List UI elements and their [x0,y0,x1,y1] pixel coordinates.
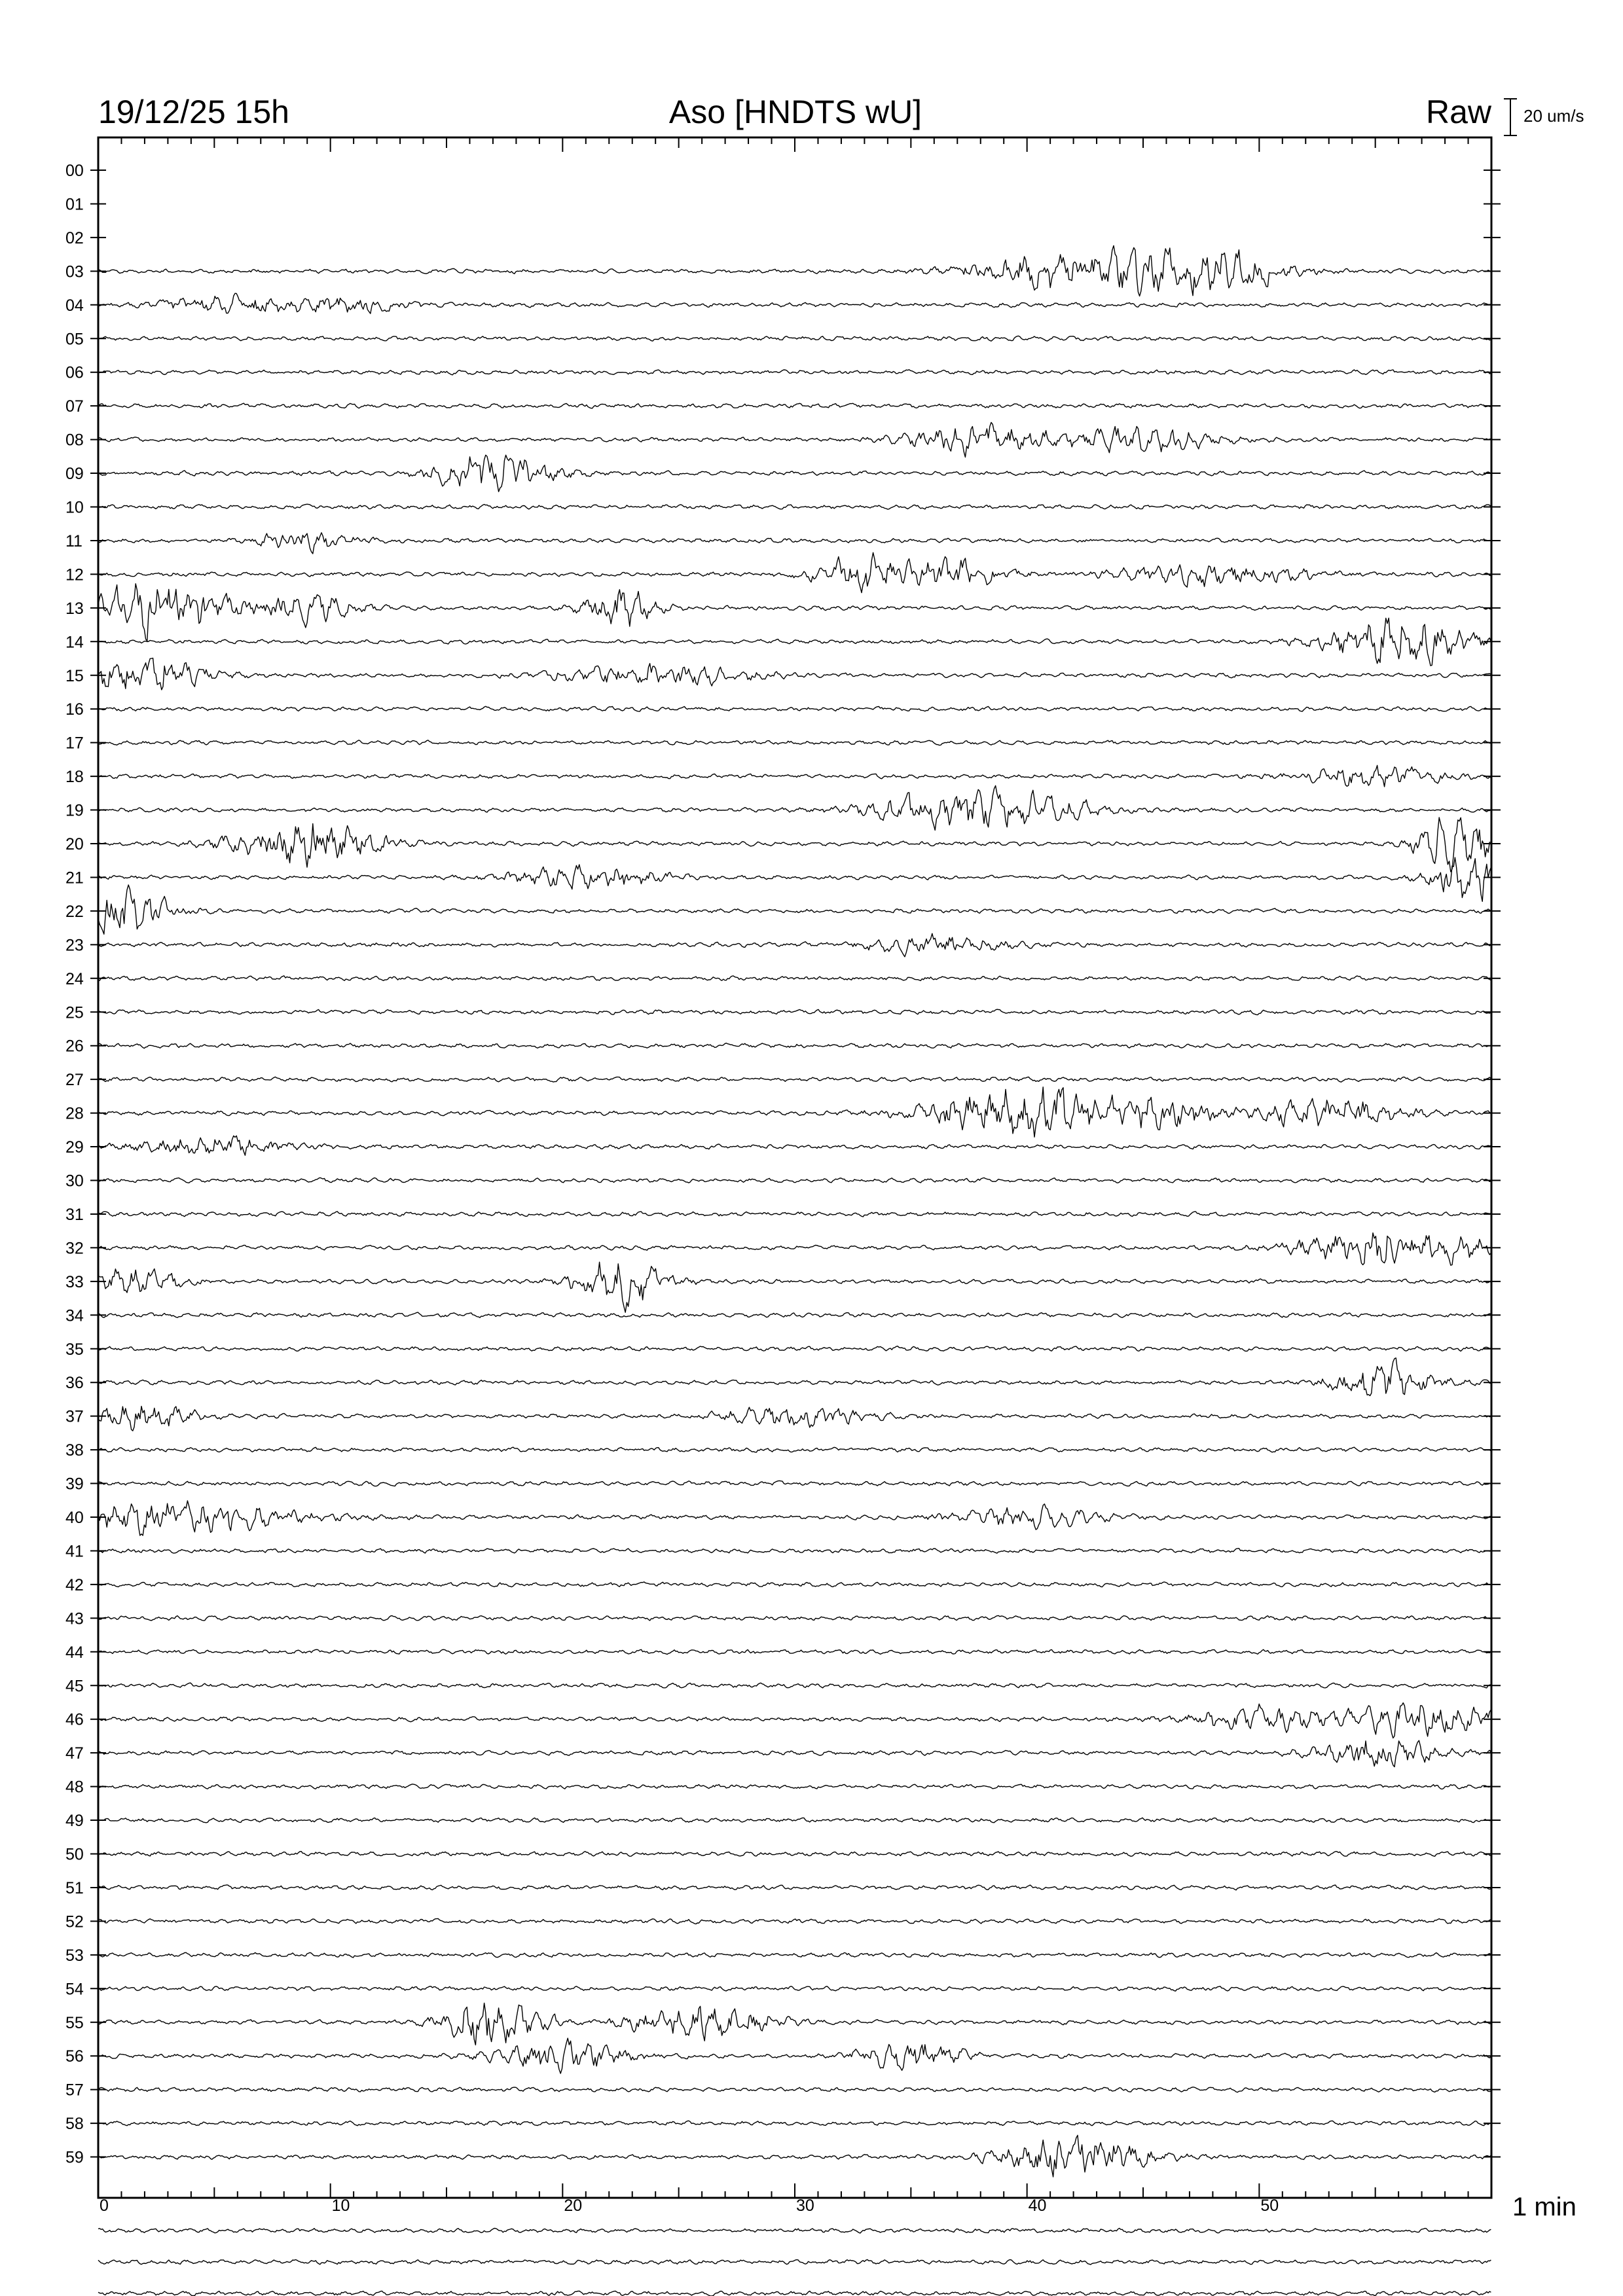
trace-row-55 [98,2003,1491,2045]
time-tick-label: 0 [100,2197,109,2215]
duration-label: 1 min [1512,2193,1577,2221]
time-tick-label: 10 [331,2197,350,2215]
trace-row-31 [98,1211,1491,1217]
trace-row-17 [98,740,1491,745]
trace-row-45 [98,1683,1491,1688]
row-labels [65,162,1501,2167]
trace-row-14 [98,618,1491,666]
row-label: 05 [65,330,84,349]
trace-row-38 [98,1447,1491,1452]
row-label: 42 [65,1575,84,1594]
row-label: 04 [65,296,84,315]
trace-row-48 [98,1784,1491,1789]
trace-row-28 [98,1087,1491,1138]
row-label: 37 [65,1407,84,1426]
row-label: 49 [65,1812,84,1831]
row-label: 16 [65,700,84,719]
trace-row-13 [98,584,1491,641]
trace-row-34 [98,1312,1491,1318]
row-label: 19 [65,801,84,820]
trace-row-23 [98,933,1491,957]
trace-row-19 [98,785,1491,830]
trace-row-43 [98,1615,1491,1621]
row-label: 13 [65,599,84,618]
trace-row-27 [98,1077,1491,1082]
trace-row-18 [98,765,1491,787]
row-label: 07 [65,397,84,416]
row-label: 59 [65,2148,84,2167]
trace-row-51 [98,1885,1491,1890]
row-label: 29 [65,1138,84,1157]
trace-row-56 [98,2038,1491,2073]
trace-row-37 [98,1407,1491,1431]
row-label: 39 [65,1475,84,1494]
trace-row-26 [98,1043,1491,1049]
trace-row-22 [98,885,1491,934]
row-label: 17 [65,734,84,753]
row-label: 45 [65,1677,84,1696]
row-label: 06 [65,363,84,382]
row-label: 44 [65,1643,84,1662]
trace-row-53 [98,1952,1491,1958]
trace-row-05 [98,336,1491,341]
trace-row-12 [98,552,1491,592]
row-label: 15 [65,666,84,685]
row-label: 52 [65,1912,84,1931]
trace-row-16 [98,706,1491,711]
trace-row-59 [98,2135,1491,2177]
trace-row-52 [98,1918,1491,1924]
row-label: 26 [65,1037,84,1056]
trace-row-03 [98,245,1491,296]
trace-row-44 [98,1649,1491,1654]
row-label: 48 [65,1778,84,1797]
row-label: 55 [65,2013,84,2032]
trace-row-08 [98,422,1491,457]
trace-row-49 [98,1818,1491,1822]
header-mode: Raw [1425,94,1491,130]
trace-row-24 [98,976,1491,980]
row-label: 30 [65,1172,84,1191]
trace-row-25 [98,1009,1491,1014]
row-label: 10 [65,498,84,517]
trace-row-10 [98,504,1491,509]
row-label: 40 [65,1509,84,1527]
trace-row-32 [98,1233,1491,1266]
trace-row-50 [98,1852,1491,1857]
scale-bar [1504,99,1517,135]
row-label: 34 [65,1306,84,1325]
row-label: 23 [65,936,84,955]
time-tick-label: 40 [1028,2197,1047,2215]
row-label: 18 [65,768,84,787]
row-label: 08 [65,431,84,450]
row-label: 47 [65,1744,84,1763]
row-label: 51 [65,1878,84,1897]
scale-label: 20 um/s [1523,106,1584,126]
row-label: 50 [65,1845,84,1864]
row-label: 38 [65,1441,84,1460]
trace-row-36 [98,1358,1491,1396]
row-label: 20 [65,835,84,853]
trace-row-09 [98,455,1491,492]
time-axis-labels [100,2197,1279,2215]
trace-row-29 [98,1136,1491,1155]
trace-row-54 [98,1986,1491,1991]
row-label: 12 [65,565,84,584]
row-label: 14 [65,633,84,652]
trace-row-57 [98,2087,1491,2092]
row-label: 58 [65,2115,84,2134]
row-label: 32 [65,1239,84,1258]
row-label: 31 [65,1205,84,1224]
header-station-title: Aso [HNDTS wU] [668,94,922,130]
row-label: 28 [65,1104,84,1123]
trace-row-40 [98,1501,1491,1535]
row-label: 24 [65,969,84,988]
row-label: 01 [65,195,84,214]
trace-row-20 [98,817,1491,872]
row-label: 46 [65,1710,84,1729]
trace-next-hour [98,2259,1491,2265]
row-label: 21 [65,869,84,888]
row-label: 25 [65,1003,84,1022]
row-label: 53 [65,1946,84,1965]
row-label: 41 [65,1542,84,1561]
trace-row-06 [98,370,1491,375]
trace-row-58 [98,2121,1491,2125]
row-label: 56 [65,2047,84,2066]
trace-next-hour [98,2229,1491,2234]
trace-row-46 [98,1703,1491,1738]
trace-row-42 [98,1582,1491,1587]
traces [98,245,1491,2296]
row-label: 57 [65,2081,84,2100]
row-label: 02 [65,228,84,247]
trace-row-47 [98,1740,1491,1767]
trace-next-hour [98,2291,1491,2296]
trace-row-41 [98,1549,1491,1553]
trace-row-39 [98,1480,1491,1486]
row-label: 43 [65,1609,84,1628]
row-label: 11 [65,531,82,550]
time-tick-label: 20 [564,2197,583,2215]
time-tick-label: 50 [1260,2197,1279,2215]
trace-row-11 [98,533,1491,554]
row-label: 54 [65,1980,84,1999]
time-tick-label: 30 [796,2197,814,2215]
trace-row-04 [98,293,1491,314]
trace-row-35 [98,1346,1491,1352]
row-label: 09 [65,465,84,484]
row-label: 35 [65,1340,84,1359]
row-label: 22 [65,902,84,921]
row-label: 36 [65,1374,84,1393]
row-label: 27 [65,1071,84,1090]
row-label: 03 [65,262,84,281]
trace-row-30 [98,1177,1491,1183]
trace-row-33 [98,1262,1491,1312]
trace-row-07 [98,403,1491,408]
row-label: 00 [65,162,84,180]
header-datetime: 19/12/25 15h [98,94,289,130]
trace-row-15 [98,658,1491,690]
row-label: 33 [65,1272,84,1291]
